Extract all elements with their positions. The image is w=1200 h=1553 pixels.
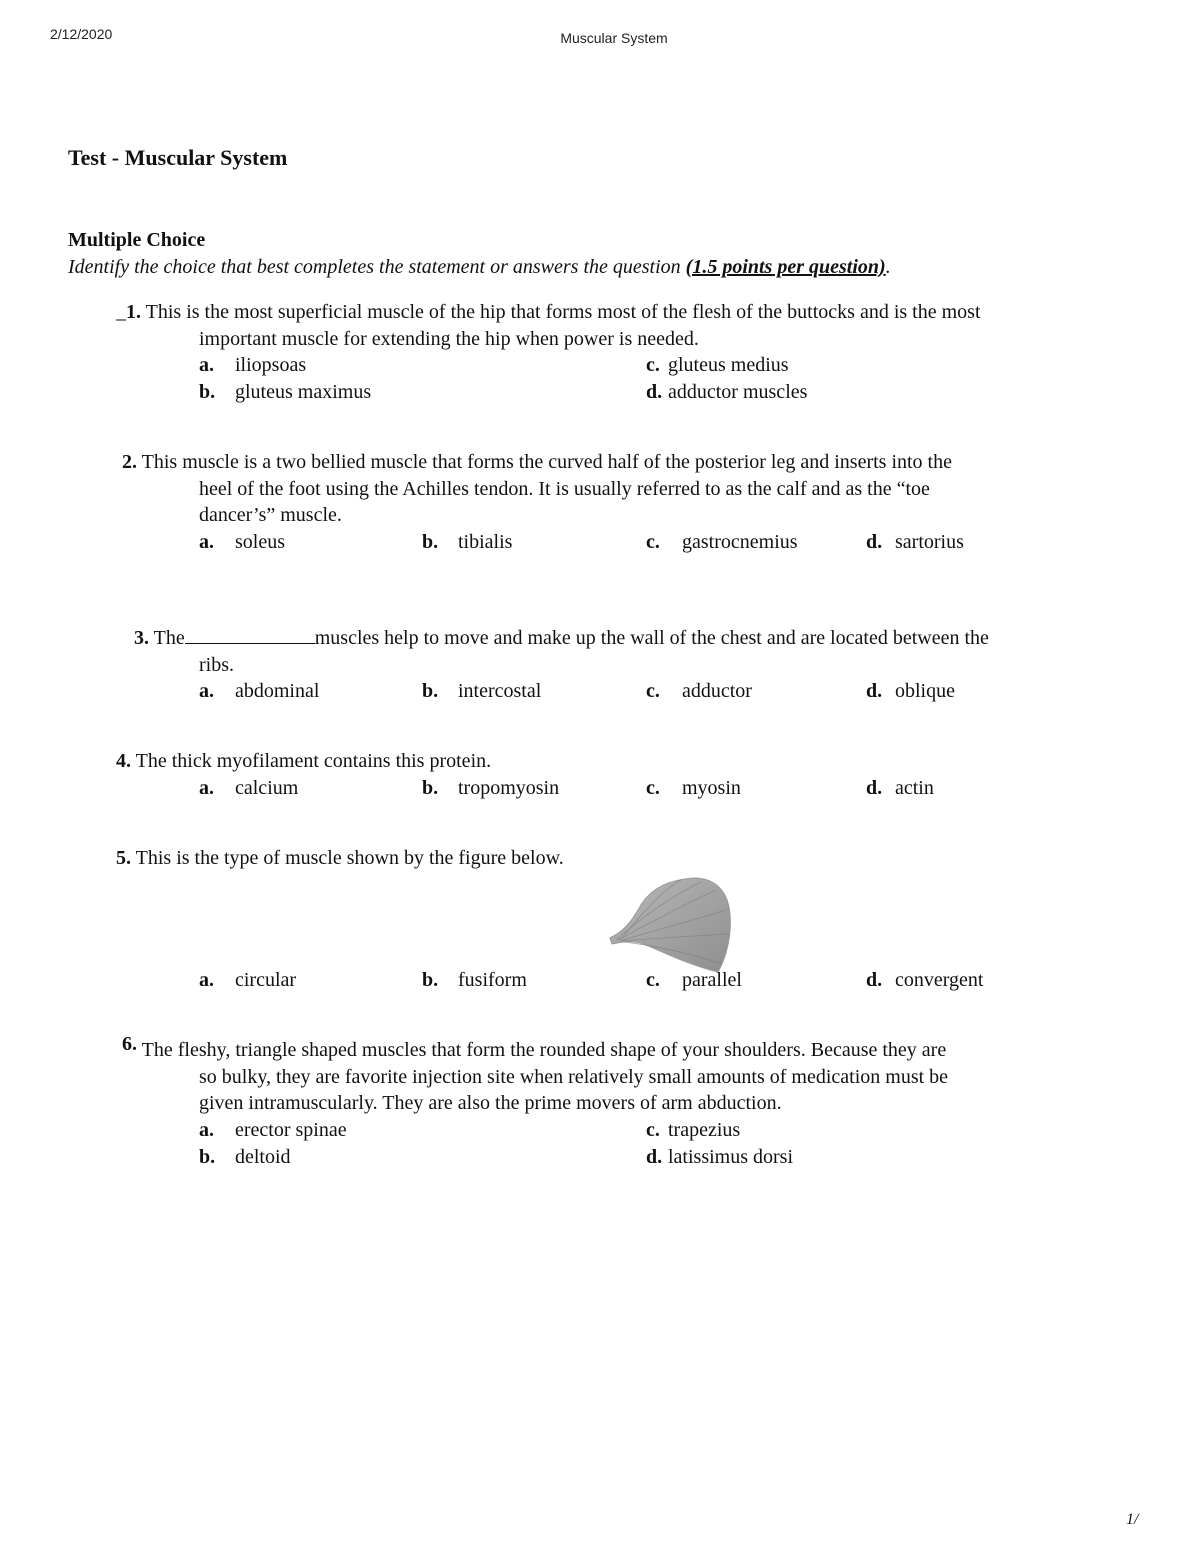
question-5: [116, 845, 564, 872]
question-number: 2.: [122, 451, 137, 473]
question-text: This is the type of muscle shown by the figure below.: [135, 847, 564, 869]
question-number: 6.: [122, 1033, 137, 1055]
option-d[interactable]: d. oblique: [866, 680, 955, 702]
question-number: 5.: [116, 847, 131, 869]
page-title: Test - Muscular System: [68, 145, 288, 170]
question-text-cont: important muscle for extending the hip when power is needed.: [199, 327, 699, 350]
question-6: [122, 1033, 949, 1117]
option-d[interactable]: d. convergent: [866, 969, 984, 991]
option-b[interactable]: b. intercostal: [422, 680, 542, 702]
option-d[interactable]: d. sartorius: [866, 531, 964, 553]
muscle-figure: [606, 874, 734, 974]
option-b[interactable]: b. gluteus maximus: [199, 381, 372, 403]
question-text-cont: ribs.: [199, 653, 234, 676]
option-a[interactable]: a. abdominal: [199, 680, 320, 702]
question-number: 3.: [134, 627, 149, 649]
question-2: [122, 449, 952, 529]
option-c[interactable]: c. adductor: [646, 680, 752, 702]
option-c[interactable]: c. gluteus medius: [646, 354, 789, 376]
question-4: [116, 748, 491, 775]
instructions: [68, 256, 891, 279]
question-text-cont: so bulky, they are favorite injection site when relatively small amounts of medication must be: [199, 1065, 949, 1088]
option-b[interactable]: b. tibialis: [422, 531, 513, 553]
option-a[interactable]: a. soleus: [199, 531, 285, 553]
question-1: _1. This is the most superficial muscle of the hip that forms most of the flesh of the buttocks and is the most important muscle for extending the hip when power is needed.: [116, 299, 981, 352]
option-a[interactable]: a. iliopsoas: [199, 354, 307, 376]
section-heading: Multiple Choice: [68, 229, 206, 251]
option-a[interactable]: a. circular: [199, 969, 297, 991]
option-c[interactable]: c. gastrocnemius: [646, 531, 798, 553]
question-number: 4.: [116, 750, 131, 772]
question-text-cont: dancer’s” muscle.: [199, 504, 342, 526]
question-number: 1.: [126, 301, 141, 323]
question-text: This is the most superficial muscle of the hip that forms most of the flesh of the buttocks and is the most: [145, 301, 981, 323]
question-text: The fleshy, triangle shaped muscles that form the rounded shape of your shoulders. Because they are: [141, 1039, 947, 1061]
question-text-cont: given intramuscularly. They are also the prime movers of arm abduction.: [199, 1092, 782, 1114]
option-c[interactable]: c. myosin: [646, 777, 741, 799]
option-d[interactable]: d. actin: [866, 777, 934, 799]
option-b[interactable]: b. tropomyosin: [422, 777, 560, 799]
instructions-text: Identify the choice that best completes the statement or answers the question: [68, 256, 686, 278]
option-d[interactable]: d. latissimus dorsi: [646, 1146, 794, 1168]
question-lead: The: [153, 627, 185, 649]
question-text: muscles help to move and make up the wall of the chest and are located between the: [314, 627, 989, 649]
header-title: Muscular System: [560, 30, 668, 46]
option-a[interactable]: a. calcium: [199, 777, 299, 799]
question-text-cont: heel of the foot using the Achilles tendon. It is usually referred to as the calf and as the “toe: [199, 477, 930, 500]
question-text: This muscle is a two bellied muscle that forms the curved half of the posterior leg and inserts into the: [141, 451, 952, 473]
page-number: 1/: [1126, 1511, 1139, 1528]
option-c[interactable]: c. trapezius: [646, 1119, 741, 1141]
option-c[interactable]: c. parallel: [646, 969, 742, 991]
question-3: [134, 625, 989, 678]
points-note: (1.5 points per question): [685, 256, 886, 278]
option-a[interactable]: a. erector spinae: [199, 1119, 347, 1141]
question-text: The thick myofilament contains this protein.: [135, 750, 492, 772]
instructions-end: .: [885, 256, 891, 278]
fill-in-blank[interactable]: [185, 625, 315, 644]
option-b[interactable]: b. fusiform: [422, 969, 527, 991]
option-b[interactable]: b. deltoid: [199, 1146, 291, 1168]
header-date: 2/12/2020: [50, 26, 113, 42]
option-d[interactable]: d. adductor muscles: [646, 381, 808, 403]
